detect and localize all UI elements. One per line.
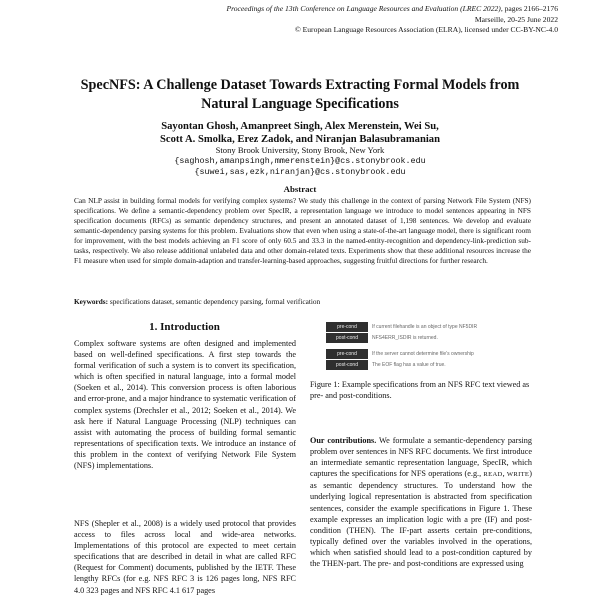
figure-text: If the server cannot determine file's ownership: [372, 351, 474, 357]
contributions-text-b: ) as semantic dependency structures. To understand how the underlying logical representation is abstracted from specification sentences, consider the example specifications in Figure 1. These example expresses an implication logic with a pre (IF) and post-condition (THEN). The IF-part asserts certain pre-conditions, typically defined over the variables involved in the operations, which when satisfied should lead to a post-condition captured by the THEN-part. The pre- and post-conditions are expressed using: [310, 469, 532, 569]
proceedings-header: [198, 4, 558, 36]
figure-row: [326, 333, 438, 343]
contributions-heading: Our contributions.: [310, 436, 377, 445]
keywords: [74, 297, 531, 307]
affiliation: Stony Brook University, Stony Brook, New York: [215, 145, 385, 155]
keywords-label: Keywords:: [74, 297, 109, 306]
figure-text: NFS4ERR_ISDIR is returned.: [372, 335, 438, 341]
op-read: READ: [483, 471, 503, 479]
title-line-2: Natural Language Specifications: [201, 96, 399, 112]
op-separator: ,: [502, 469, 507, 479]
figure-tag: pre-cond: [326, 349, 368, 359]
authors-line-2: Scott A. Smolka, Erez Zadok, and Niranjan Balasubramanian: [160, 134, 440, 145]
figure-tag: pre-cond: [326, 322, 368, 332]
op-write: WRITE: [506, 471, 530, 479]
figure-text: If current filehandle is an object of type NF5DIR: [372, 324, 478, 330]
title-line-1: SpecNFS: A Challenge Dataset Towards Extracting Formal Models from: [80, 77, 520, 93]
abstract-text: Can NLP assist in building formal models for verifying complex systems? We study this challenge in the context of parsing Network File System (NFS) specifications. We define a semantic-dependency problem over SpecIR, a representation language we introduce to model sentences appearing in NFS specification documents (RFCs) as semantic dependency structures, and present an annotated dataset of 1,198 sentences. We develop and evaluate semantic-dependency parsing systems for this problem. Evaluations show that even when using a state-of-the-art language model, there is significant room for improvement, with the best models achieving an F1 score of only 60.5 and 33.3 in the named-entity-recognition and dependency-link-prediction sub-tasks, respectively. We also release additional unlabeled data and other domain-related texts. Experiments show that these additional resources increase the F1 measure when used for simple domain-adaption and transfer-learning-based approaches, suggesting fruitful directions for further research.: [74, 196, 531, 265]
proceedings-location: Marseille, 20-25 June 2022: [474, 14, 558, 24]
license-line: © European Language Resources Association (ELRA), licensed under CC-BY-NC-4.0: [294, 25, 558, 34]
figure-caption: Figure 1: Example specifications from an NFS RFC text viewed as pre- and post-conditions.: [310, 380, 530, 401]
figure-1: [326, 322, 522, 372]
intro-para-1-text: Complex software systems are often designed and implemented based on well-defined specifications. A first step towards the formal verification of such a system is to convert its specification, which is often specified in natural language, into a formal model (Soeken et al., 2014). This conversion process is often laborious and error-prone, and a major hindrance to systematic verification of complex systems (Drechsler et al., 2012; Soeken et al., 2014). We ask here if Natural Language Processing (NLP) techniques can assist with automating the process of building formal semantic representations of specification texts. We introduce an instance of this problem in the context of verifying Network File System (NFS) implementations.: [74, 339, 296, 471]
figure-tag: post-cond: [326, 360, 368, 370]
email-line-1: {saghosh,amanpsingh,mmerenstein}@cs.stonybrook.edu: [174, 156, 426, 166]
author-emails: [40, 156, 560, 178]
proceedings-name: Proceedings of the 13th Conference on Language Resources and Evaluation (LREC 2022): [226, 4, 501, 13]
paper-title: [40, 76, 560, 114]
figure-row: [326, 360, 446, 370]
figure-row: [326, 322, 477, 332]
author-list: [40, 120, 560, 146]
keywords-text: specifications dataset, semantic dependency parsing, formal verification: [108, 297, 321, 306]
section-heading-introduction: 1. Introduction: [149, 321, 220, 333]
abstract-heading: Abstract: [283, 184, 317, 194]
intro-paragraph-2: [74, 518, 296, 596]
figure-tag: post-cond: [326, 333, 368, 343]
authors-line-1: Sayontan Ghosh, Amanpreet Singh, Alex Merenstein, Wei Su,: [161, 121, 439, 132]
email-line-2: {suwei,sas,ezk,niranjan}@cs.stonybrook.edu: [194, 167, 406, 177]
figure-text: The EOF flag has a value of true.: [372, 362, 446, 368]
proceedings-pages: , pages 2166–2176: [500, 4, 558, 13]
contributions-paragraph: [310, 435, 532, 569]
intro-para-2-text: NFS (Shepler et al., 2008) is a widely used protocol that provides access to files across local and wide-area networks. Implementations of this protocol are expected to meet certain specifications that are described in detail in what are called RFC (Request for Comment) documents, published by the IETF. These lengthy RFCs (for e.g. NFS RFC 3 is 126 pages long, NFS RFC 4.0 323 pages and NFS RFC 4.1 617 pages: [74, 519, 296, 595]
figure-row: [326, 349, 474, 359]
contributions-text-a: We formulate a semantic-dependency parsing problem over sentences in NFS RFC documents. We first introduce an intermediate semantic representation language, SpecIR, which captures the specifications for NFS operations (e.g.,: [310, 436, 532, 479]
intro-paragraph-1: [74, 338, 296, 471]
